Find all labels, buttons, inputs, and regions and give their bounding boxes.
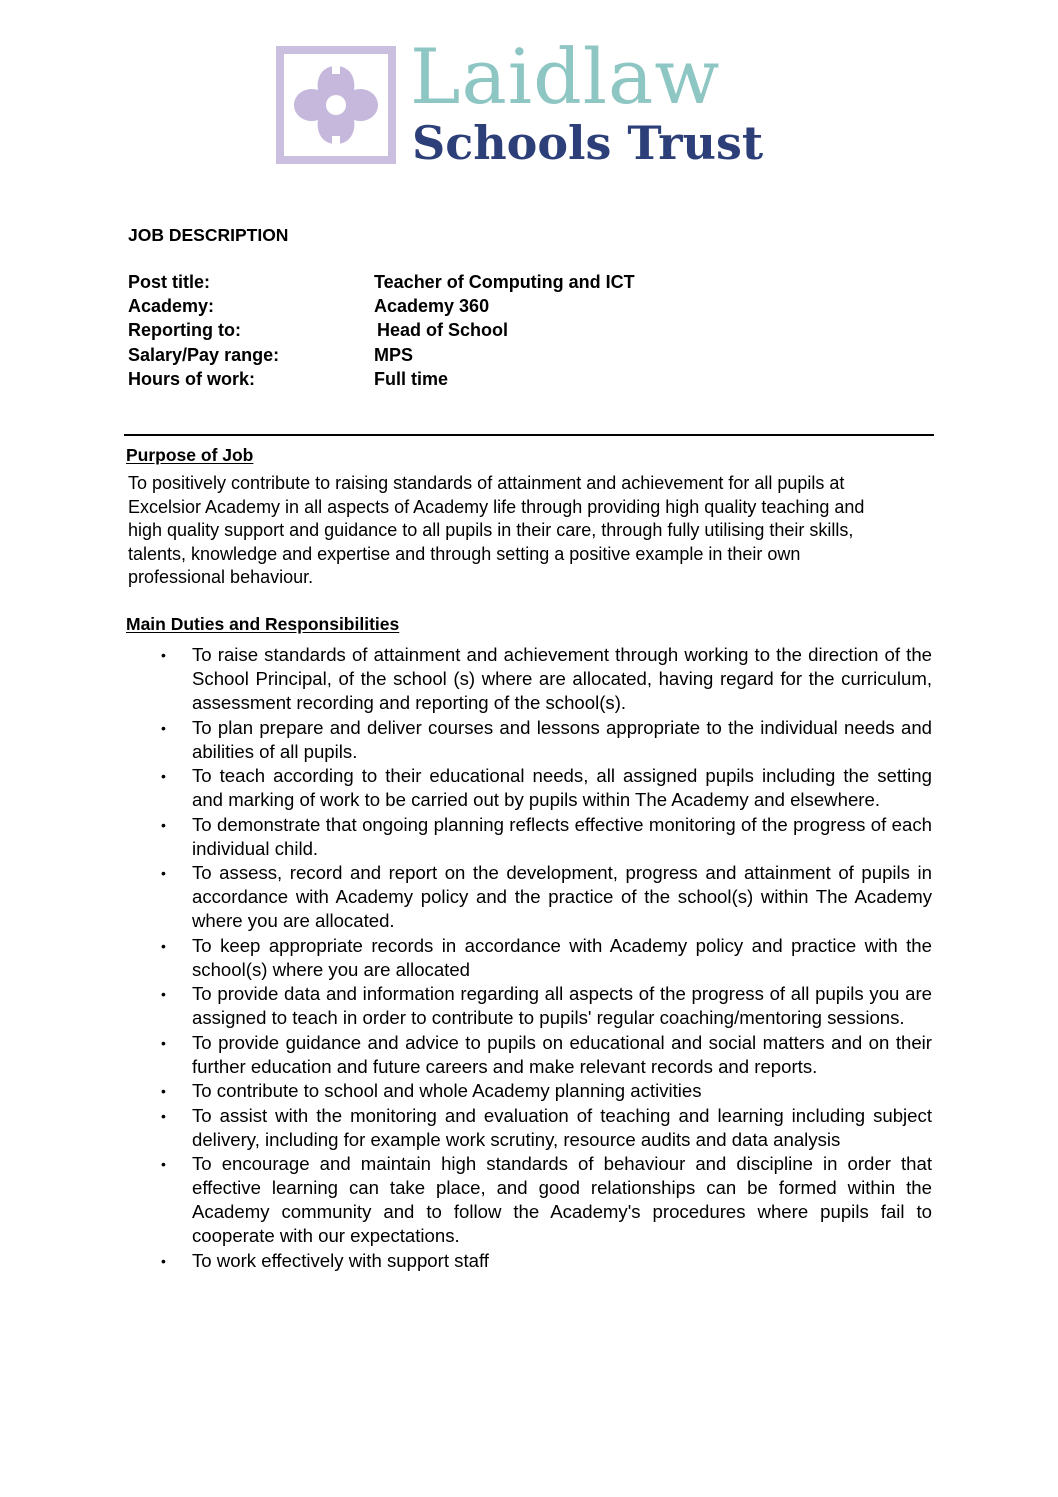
list-item: [128, 716, 932, 764]
duty-text: To encourage and maintain high standards of behaviour and discipline in order that effective learning can take place, and good relationships can be formed within the Academy community and to follow the Academy's procedures where pupils fail to cooperate with our expectations.: [192, 1153, 932, 1246]
bullet-icon: •: [161, 768, 166, 784]
bullet-icon: •: [161, 1034, 166, 1051]
duty-text: To provide guidance and advice to pupils on educational and social matters and on their further education and future careers and make relevant records and reports.: [192, 1031, 932, 1077]
list-item: [128, 982, 932, 1030]
purpose-text: [128, 472, 938, 590]
detail-label: Hours of work:: [128, 368, 256, 389]
duties-list: [128, 643, 932, 1273]
detail-label: Salary/Pay range:: [128, 344, 280, 365]
list-item: [128, 813, 932, 861]
list-item: [128, 1031, 932, 1079]
list-item: [128, 1104, 932, 1152]
detail-row-academy: [128, 294, 828, 318]
bullet-icon: •: [161, 719, 166, 736]
section-divider: [124, 434, 934, 436]
bullet-icon: •: [161, 937, 166, 954]
duty-text: To work effectively with support staff: [192, 1249, 489, 1271]
bullet-icon: •: [161, 1107, 166, 1124]
duty-text: To assess, record and report on the development, progress and attainment of pupils in accordance with Academy policy and the practice of the school(s) within The Academy where you are allocated.: [192, 862, 932, 931]
list-item: [128, 1249, 932, 1273]
bullet-icon: •: [161, 1252, 166, 1269]
detail-label: Academy:: [128, 296, 215, 317]
document-heading: JOB DESCRIPTION: [128, 225, 289, 245]
detail-label: Post title:: [128, 272, 211, 292]
list-item: [128, 1079, 932, 1103]
duty-text: To teach according to their educational needs, all assigned pupils including the setting and marking of work to be carried out by pupils within The Academy and elsewhere.: [192, 765, 932, 810]
bullet-icon: •: [161, 647, 166, 663]
trust-emblem-icon: [276, 46, 396, 164]
list-item: [128, 764, 932, 812]
detail-row-salary: [128, 343, 828, 367]
duty-text: To keep appropriate records in accordance with Academy policy and practice with the school(s) where you are allocated: [192, 934, 932, 980]
detail-row-hours: [128, 367, 828, 391]
detail-value: MPS: [374, 344, 414, 365]
detail-row-reporting-to: [128, 318, 828, 342]
detail-row-post-title: [128, 270, 828, 294]
detail-value: Head of School: [377, 320, 509, 341]
purpose-line: professional behaviour.: [128, 567, 314, 587]
logo-wordmark-laidlaw: Laidlaw: [410, 32, 721, 121]
duty-text: To assist with the monitoring and evaluation of teaching and learning including subject delivery, including for example work scrutiny, resource audits and data analysis: [192, 1104, 932, 1150]
duty-text: To provide data and information regarding all aspects of the progress of all pupils you are assigned to teach in order to contribute to pupils' regular coaching/mentoring sessions.: [192, 983, 932, 1028]
bullet-icon: •: [161, 1083, 166, 1099]
purpose-title: Purpose of Job: [126, 445, 254, 465]
logo-wordmark-schools-trust: Schools Trust: [412, 116, 764, 170]
trust-logo: [276, 32, 796, 170]
list-item: [128, 861, 932, 933]
list-item: [128, 643, 932, 715]
purpose-line: high quality support and guidance to all pupils in their care, through fully utilising their skills,: [128, 520, 854, 540]
detail-value: Full time: [374, 368, 449, 389]
purpose-line: Excelsior Academy in all aspects of Academy life through providing high quality teaching and: [128, 496, 865, 517]
duty-text: To demonstrate that ongoing planning reflects effective monitoring of the progress of each individual child.: [192, 813, 932, 859]
duty-text: To raise standards of attainment and achievement through working to the direction of the School Principal, of the school (s) where are allocated, having regard for the curriculum, assessment recording and reporting of the school(s).: [192, 644, 932, 713]
bullet-icon: •: [161, 1156, 166, 1172]
detail-value: Academy 360: [374, 296, 490, 317]
bullet-icon: •: [161, 986, 166, 1002]
detail-label: Reporting to:: [128, 320, 241, 341]
post-details: [128, 270, 828, 391]
duty-text: To contribute to school and whole Academy planning activities: [192, 1080, 702, 1101]
bullet-icon: •: [161, 816, 166, 833]
bullet-icon: •: [161, 865, 166, 881]
list-item: [128, 1152, 932, 1248]
list-item: [128, 934, 932, 982]
duty-text: To plan prepare and deliver courses and lessons appropriate to the individual needs and abilities of all pupils.: [192, 716, 932, 762]
duties-title: Main Duties and Responsibilities: [126, 614, 400, 634]
purpose-line: talents, knowledge and expertise and through setting a positive example in their own: [128, 543, 801, 564]
detail-value: Teacher of Computing and ICT: [374, 272, 635, 292]
purpose-line: To positively contribute to raising standards of attainment and achievement for all pupils at: [128, 473, 845, 493]
